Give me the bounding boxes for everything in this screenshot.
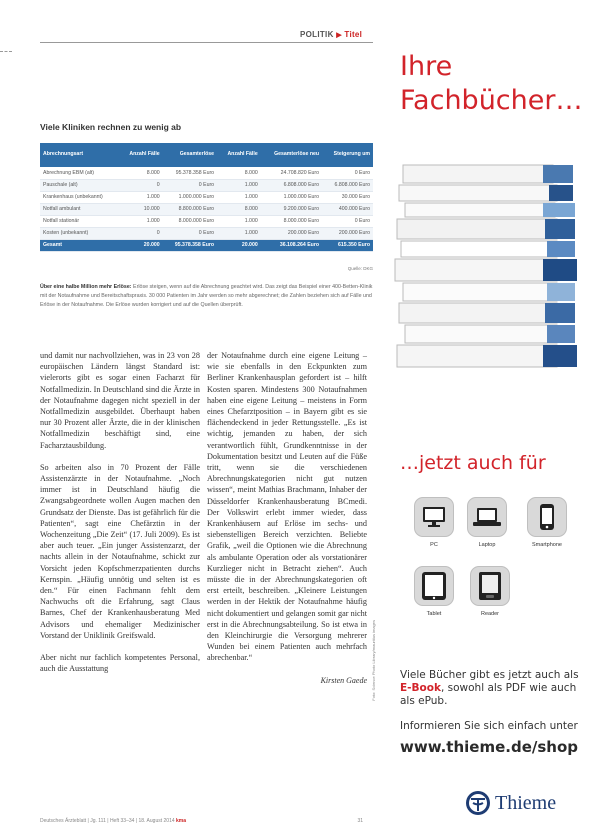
table-cell: 95.378.358 Euro: [163, 167, 217, 179]
table-cell: Abrechnung EBM (alt): [40, 167, 119, 179]
article-column-left: [40, 350, 200, 685]
author-signature: Kirsten Gaede: [320, 675, 367, 685]
device-laptop: [467, 497, 507, 548]
footer-brand: kma: [176, 818, 187, 824]
thieme-logo: [465, 790, 556, 816]
total-cell: 20.000: [119, 239, 163, 251]
table-cell: 0 Euro: [163, 227, 217, 239]
table-cell: 1.000: [217, 179, 261, 191]
table-cell: 24.708.820 Euro: [261, 167, 322, 179]
table-cell: 1.000: [217, 227, 261, 239]
table-body: [40, 167, 373, 251]
fold-mark: [0, 51, 12, 52]
total-cell: 20.000: [217, 239, 261, 251]
table-title: Viele Kliniken rechnen zu wenig ab: [40, 122, 182, 132]
article-column-right: [207, 350, 367, 686]
book-stack: [395, 165, 577, 367]
table-cell: Krankenhaus (unbekannt): [40, 191, 119, 203]
table-total-row: [40, 239, 373, 251]
ebook-highlight: E-Book: [400, 682, 441, 694]
column-header: Abrechnungsart: [40, 143, 119, 167]
total-cell: 615.350 Euro: [322, 239, 373, 251]
ad-subheadline: …jetzt auch für: [400, 452, 546, 474]
billing-table: [40, 143, 373, 252]
device-label: Reader: [480, 611, 500, 617]
photo-credit: Foto: Science Photo Library/mauritius images: [371, 620, 376, 701]
table-cell: Pauschale (alt): [40, 179, 119, 191]
caption-text: Erlöse steigen, wenn auf die Abrechnung geachtet wird. Das zeigt das Beispiel einer 400-Betten-Klinik mit der Notaufnahme und Bereitschaftspraxis. 30 000 Patienten im Jahr werden so mehr abgerechnet; die Zahlen beziehen sich auf Fälle und Erlöse in der Notaufnahme. Die Erlöse wurden korrigiert und auf die Quellen überprüft.: [40, 284, 373, 308]
ad-headline: [400, 50, 582, 118]
column-header: Gesamterlöse: [163, 143, 217, 167]
monitor-icon: [414, 497, 454, 537]
laptop-icon: [467, 497, 507, 537]
paragraph: der Notaufnahme durch eine eigene Leitung – wie sie ebenfalls in den Eckpunkten zum Berliner Krankenhausplan gefordert ist – hilft Kosten sparen. Mindestens 300 Notaufnahmen haben eine eigene Leitung – meistens in Form eines Chefarztposition – in Bayern gibt es sie flächendeckend in jeder Rettungsstelle. „Es ist wichtig, jemanden zu haben, der sich verantwortlich fühlt, Grundkenntnisse in der Dokumentation besitzt und Leuten auf die Füße tritt, wenn sie die verschiedenen Abrechnungskategorien nicht gut nutzen wissen“, meint Mathias Brachmann, Inhaber der Düsseldorfer Krankenhausberatung BCmedi. Der Volkswirt erlebt immer wieder, dass Krankenhäusern auf Erlöse im sechs- und siebenstelligen Bereich verzichten. Beliebte Grafik, „weil die Optionen wie die Abrechnung als ambulante Operation oder als vorstationärer Kurzlieger nicht in Betracht ziehen“. Auch müsste die in der Abrechnungskategorien oft erst erteilt, beschreiben. „Kleinere Leistungen werden in der Hektik der Notaufnahme häufig nicht dokumentiert und gelangen somit gar nicht erst in die Abrechnungsabteilung. So ist etwa in den Kleinchirurgie die Versorgung mehrerer Wunden bei einem Patienten auch mehrfach abrechenbar.“: [207, 351, 367, 663]
column-header: Anzahl Fälle: [217, 143, 261, 167]
table-cell: 0 Euro: [322, 167, 373, 179]
table-cell: 1.000.000 Euro: [261, 191, 322, 203]
column-header: Gesamterlöse neu: [261, 143, 322, 167]
ad-headline-line1: Ihre: [400, 51, 453, 82]
shop-link[interactable]: www.thieme.de/shop: [400, 738, 579, 756]
table-row: [40, 167, 373, 179]
ad-headline-line2: Fachbücher…: [400, 85, 583, 116]
paragraph: So arbeiten also in 70 Prozent der Fälle Assistenzärzte in der Notaufnahme. „Noch immer ist in Deutschland häufig die Zwangsabgeordnete wollen Augen machen den Grundsatz der Dienste. Das ist gefährlich für die Patienten“, sagt eine Chefärztin in der Wochenzeitung „Die Zeit“ (17. Juli 2009). Es ist aber auch teuer. „Ein junger Assistenzarzt, der nachts allein in der Notaufnahme, schickt zur Vorsicht jeden Kopfschmerzpatienten durchs Kernspin. „Häufig unnötig und selten ist es den.“ Für einen Fachmann fehlt dem Nachwuchs oft die Erfahrung, sagt Claus Barnes, Chef der Krankenhausberatung Med Advisors und ehemaliger Medizinischer Vorstand der Uniklinik Greifswald.: [40, 462, 200, 640]
table-cell: 1.000.000 Euro: [163, 191, 217, 203]
page-number: 31: [357, 818, 363, 824]
device-label: Smartphone: [532, 542, 562, 548]
table-cell: 8.000.000 Euro: [163, 215, 217, 227]
table-cell: Notfall ambulant: [40, 203, 119, 215]
table-cell: 9.200.000 Euro: [261, 203, 322, 215]
thieme-emblem-icon: [465, 790, 491, 816]
table-row: [40, 215, 373, 227]
table-cell: Kosten (unbekannt): [40, 227, 119, 239]
ad-text: [400, 669, 585, 708]
table-cell: 1.000: [217, 215, 261, 227]
footer-journal: Deutsches Ärzteblatt | Jg. 111 | Heft 33–34 | 18. August 2014: [40, 818, 175, 824]
subsection-name: Titel: [344, 30, 363, 39]
device-label: Tablet: [426, 611, 442, 617]
table-cell: 10.000: [119, 203, 163, 215]
ad-text-start: Viele Bücher gibt es jetzt auch als: [400, 669, 579, 681]
table-source: Quelle: DKG: [347, 266, 373, 271]
device-smartphone: [527, 497, 567, 548]
paragraph: und damit nur nachvollziehen, was in 23 von 28 europäischen Ländern längst Standard ist: vielerorts gibt es sogar einen Facharzt für Notfallmedizin. In Deutschland sind die Ärzte in der Notaufnahme dagegen nicht speziell in der Notfallmedizin ausgebildet. Überhaupt haben nur 30 Prozent aller Ärzte, die in der klinischen Notfallmedizin beschäftigt sind, eine Facharztausbildung.: [40, 351, 200, 450]
ad-text-end: , sowohl als PDF wie auch als ePub.: [400, 682, 577, 707]
column-header: Steigerung um: [322, 143, 373, 167]
section-name: POLITIK: [300, 30, 334, 39]
ad-info: Informieren Sie sich einfach unter: [400, 720, 578, 732]
logo-wordmark: Thieme: [495, 791, 557, 814]
device-label: PC: [430, 542, 438, 548]
table-caption: [40, 283, 373, 310]
table-cell: 200.000 Euro: [322, 227, 373, 239]
table-row: [40, 203, 373, 215]
table-cell: 0 Euro: [322, 215, 373, 227]
table-cell: Notfall stationär: [40, 215, 119, 227]
device-reader: [470, 566, 510, 617]
table-cell: 8.800.000 Euro: [163, 203, 217, 215]
page-footer: [40, 818, 373, 824]
triangle-right-icon: ▶: [336, 32, 342, 39]
table-row: [40, 191, 373, 203]
table-row: [40, 179, 373, 191]
table-cell: 400.000 Euro: [322, 203, 373, 215]
table-cell: 1.000: [119, 215, 163, 227]
header-rule: [40, 42, 373, 43]
device-pc: [414, 497, 454, 548]
table-cell: 0: [119, 179, 163, 191]
table-cell: 0 Euro: [163, 179, 217, 191]
table-cell: 8.000.000 Euro: [261, 215, 322, 227]
tablet-icon: [414, 566, 454, 606]
total-cell: 36.108.264 Euro: [261, 239, 322, 251]
total-cell: Gesamt: [40, 239, 119, 251]
table-cell: 8.000: [217, 167, 261, 179]
smartphone-icon: [527, 497, 567, 537]
table-cell: 30.000 Euro: [322, 191, 373, 203]
table-cell: 8.000: [217, 203, 261, 215]
device-tablet: [414, 566, 454, 617]
section-label: [300, 30, 380, 39]
book-stack-image: [393, 155, 583, 385]
table-cell: 8.000: [119, 167, 163, 179]
table-cell: 1.000: [217, 191, 261, 203]
paragraph: Aber nicht nur fachlich kompetentes Personal, auch die Ausstattung: [40, 653, 200, 674]
table-header-row: [40, 143, 373, 167]
column-header: Anzahl Fälle: [119, 143, 163, 167]
caption-lead: Über eine halbe Million mehr Erlöse:: [40, 284, 132, 290]
total-cell: 95.378.358 Euro: [163, 239, 217, 251]
table-cell: 1.000: [119, 191, 163, 203]
table-cell: 6.808.000 Euro: [322, 179, 373, 191]
table-cell: 0: [119, 227, 163, 239]
device-label: Laptop: [478, 542, 496, 548]
ereader-icon: [470, 566, 510, 606]
table-row: [40, 227, 373, 239]
table-cell: 200.000 Euro: [261, 227, 322, 239]
table-cell: 6.808.000 Euro: [261, 179, 322, 191]
